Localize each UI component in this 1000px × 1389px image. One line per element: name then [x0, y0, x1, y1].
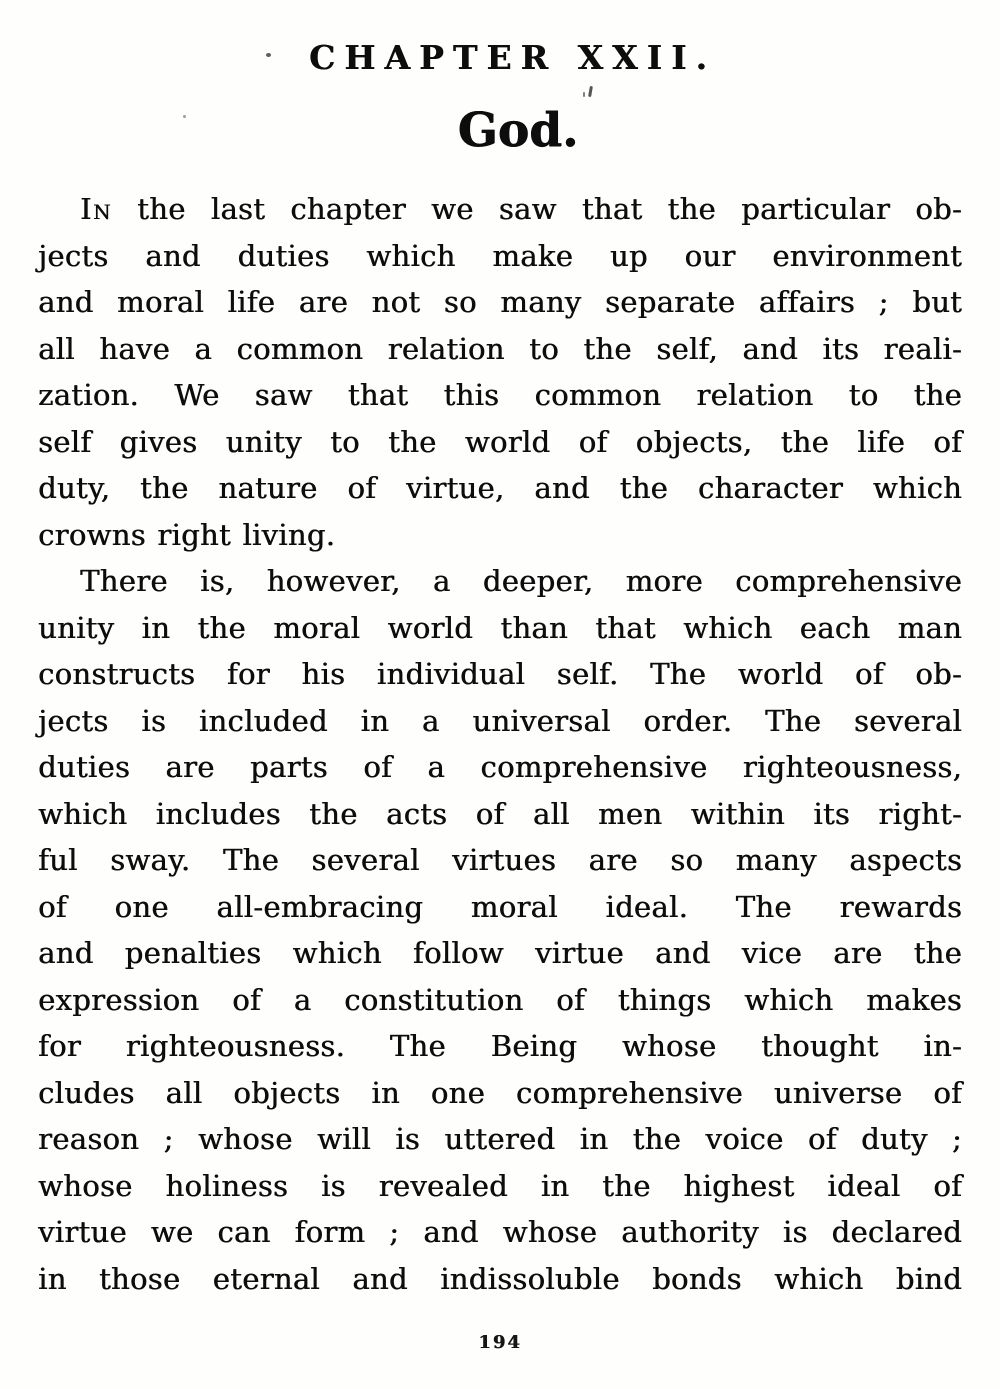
- text-line: ful sway. The several virtues are so many aspects: [38, 843, 962, 877]
- text-line: cludes all objects in one comprehensive universe of: [38, 1075, 962, 1110]
- text-line: in those eternal and indissoluble bonds which bind: [38, 1261, 962, 1296]
- text-line: reason ; whose will is uttered in the voice of duty ;: [38, 1122, 962, 1156]
- text-line: duty, the nature of virtue, and the character which: [38, 471, 962, 505]
- text-line: and moral life are not so many separate affairs ; but: [38, 285, 962, 319]
- text-line: unity in the moral world than that which each man: [38, 610, 962, 645]
- text-line: expression of a constitution of things which makes: [38, 982, 962, 1017]
- text-line: whose holiness is revealed in the highest ideal of: [38, 1168, 962, 1203]
- text-line: [38, 186, 962, 233]
- text-line: constructs for his individual self. The world of ob-: [38, 657, 962, 691]
- text-line: which includes the acts of all men within its right-: [38, 796, 962, 831]
- text-line: jects is included in a universal order. The several: [38, 703, 962, 738]
- chapter-heading: CHAPTER XXII.: [308, 38, 717, 77]
- text-line: virtue we can form ; and whose authority is declared: [38, 1215, 962, 1249]
- chapter-title: God.: [457, 103, 579, 158]
- body-text: [38, 186, 962, 1302]
- text-line: duties are parts of a comprehensive righteousness,: [38, 750, 962, 784]
- text-line: for righteousness. The Being whose thought in-: [38, 1029, 962, 1063]
- text-line: of one all-embracing moral ideal. The rewards: [38, 889, 962, 924]
- text-line: self gives unity to the world of objects, the life of: [38, 424, 962, 459]
- text-line: zation. We saw that this common relation to the: [38, 378, 962, 412]
- text-line: There is, however, a deeper, more comprehensive: [80, 564, 962, 598]
- page-number: 194: [478, 1332, 522, 1353]
- text-line: and penalties which follow virtue and vice are the: [38, 936, 962, 970]
- text-line: crowns right living.: [38, 517, 336, 552]
- smallcaps-lead: In: [80, 192, 112, 226]
- text-line: all have a common relation to the self, and its reali-: [38, 331, 962, 366]
- text-line: jects and duties which make up our environment: [38, 238, 962, 273]
- text-line-rest: the last chapter we saw that the particular ob-: [111, 192, 962, 226]
